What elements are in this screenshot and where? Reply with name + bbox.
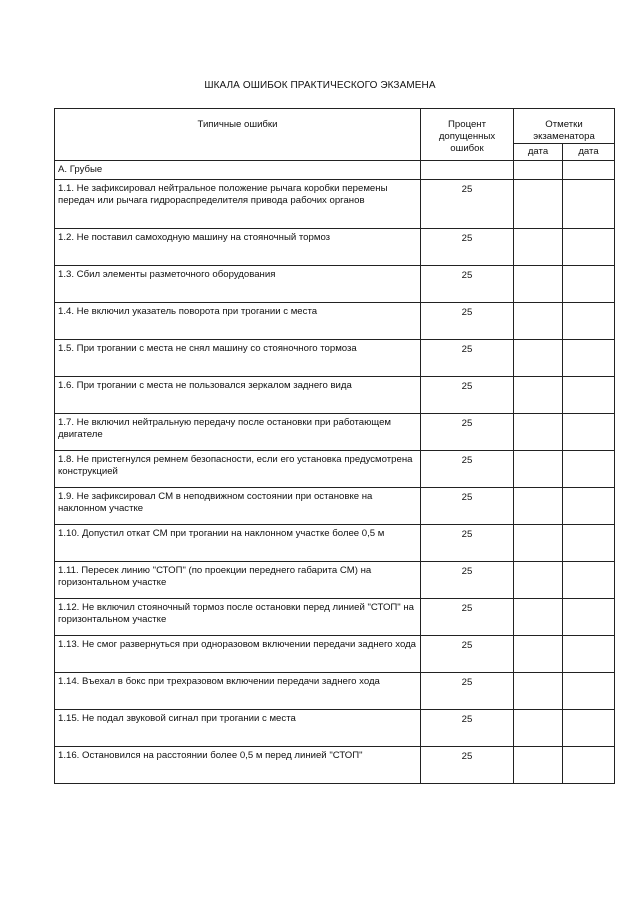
examiner-mark-cell xyxy=(563,451,615,488)
error-percent: 25 xyxy=(421,636,514,673)
error-description: 1.14. Въехал в бокс при трехразовом включении передачи заднего хода xyxy=(55,673,421,710)
error-percent: 25 xyxy=(421,599,514,636)
examiner-mark-cell xyxy=(563,377,615,414)
examiner-mark-cell xyxy=(563,562,615,599)
table-row xyxy=(55,562,615,599)
error-percent: 25 xyxy=(421,414,514,451)
table-row xyxy=(55,488,615,525)
table-row xyxy=(55,636,615,673)
error-percent: 25 xyxy=(421,451,514,488)
examiner-mark-cell xyxy=(514,636,563,673)
header-date-2: дата xyxy=(563,144,615,161)
error-description: 1.16. Остановился на расстоянии более 0,5 м перед линией "СТОП" xyxy=(55,747,421,784)
category-percent-cell xyxy=(421,161,514,180)
error-description: 1.13. Не смог развернуться при одноразовом включении передачи заднего хода xyxy=(55,636,421,673)
table-row xyxy=(55,451,615,488)
table-row xyxy=(55,340,615,377)
examiner-mark-cell xyxy=(514,266,563,303)
examiner-mark-cell xyxy=(563,266,615,303)
examiner-mark-cell xyxy=(563,180,615,229)
table-row xyxy=(55,673,615,710)
header-typical-errors: Типичные ошибки xyxy=(55,109,421,161)
error-description: 1.3. Сбил элементы разметочного оборудования xyxy=(55,266,421,303)
examiner-mark-cell xyxy=(563,229,615,266)
header-percent: Процент допущенных ошибок xyxy=(421,109,514,161)
examiner-mark-cell xyxy=(514,525,563,562)
error-description: 1.5. При трогании с места не снял машину со стояночного тормоза xyxy=(55,340,421,377)
error-percent: 25 xyxy=(421,747,514,784)
examiner-mark-cell xyxy=(514,710,563,747)
error-percent: 25 xyxy=(421,488,514,525)
error-percent: 25 xyxy=(421,266,514,303)
table-row xyxy=(55,377,615,414)
examiner-mark-cell xyxy=(563,747,615,784)
examiner-mark-cell xyxy=(514,377,563,414)
examiner-mark-cell xyxy=(514,488,563,525)
examiner-mark-cell xyxy=(563,673,615,710)
error-percent: 25 xyxy=(421,229,514,266)
examiner-mark-cell xyxy=(514,451,563,488)
error-percent: 25 xyxy=(421,673,514,710)
category-mark-cell xyxy=(563,161,615,180)
error-description: 1.2. Не поставил самоходную машину на стояночный тормоз xyxy=(55,229,421,266)
examiner-mark-cell xyxy=(514,673,563,710)
error-description: 1.4. Не включил указатель поворота при трогании с места xyxy=(55,303,421,340)
examiner-mark-cell xyxy=(563,599,615,636)
examiner-mark-cell xyxy=(563,414,615,451)
examiner-mark-cell xyxy=(563,710,615,747)
examiner-mark-cell xyxy=(514,414,563,451)
error-percent: 25 xyxy=(421,180,514,229)
table-row xyxy=(55,229,615,266)
error-description: 1.8. Не пристегнулся ремнем безопасности, если его установка предусмотрена конструкцией xyxy=(55,451,421,488)
error-percent: 25 xyxy=(421,303,514,340)
errors-table xyxy=(54,108,615,784)
table-row xyxy=(55,525,615,562)
error-description: 1.10. Допустил откат СМ при трогании на наклонном участке более 0,5 м xyxy=(55,525,421,562)
examiner-mark-cell xyxy=(514,303,563,340)
error-percent: 25 xyxy=(421,525,514,562)
error-percent: 25 xyxy=(421,562,514,599)
category-label: А. Грубые xyxy=(55,161,421,180)
error-description: 1.9. Не зафиксировал СМ в неподвижном состоянии при остановке на наклонном участке xyxy=(55,488,421,525)
examiner-mark-cell xyxy=(514,747,563,784)
header-examiner-marks: Отметки экзаменатора xyxy=(514,109,615,144)
category-mark-cell xyxy=(514,161,563,180)
header-date-1: дата xyxy=(514,144,563,161)
error-description: 1.1. Не зафиксировал нейтральное положение рычага коробки перемены передач или рычага гидрораспределителя привода рабочих органов xyxy=(55,180,421,229)
examiner-mark-cell xyxy=(514,599,563,636)
examiner-mark-cell xyxy=(563,488,615,525)
error-description: 1.7. Не включил нейтральную передачу после остановки при работающем двигателе xyxy=(55,414,421,451)
table-row xyxy=(55,266,615,303)
error-description: 1.15. Не подал звуковой сигнал при трогании с места xyxy=(55,710,421,747)
examiner-mark-cell xyxy=(514,229,563,266)
table-row xyxy=(55,710,615,747)
examiner-mark-cell xyxy=(514,562,563,599)
error-percent: 25 xyxy=(421,377,514,414)
error-percent: 25 xyxy=(421,340,514,377)
examiner-mark-cell xyxy=(514,180,563,229)
error-description: 1.6. При трогании с места не пользовался зеркалом заднего вида xyxy=(55,377,421,414)
page-title: ШКАЛА ОШИБОК ПРАКТИЧЕСКОГО ЭКЗАМЕНА xyxy=(204,80,436,91)
examiner-mark-cell xyxy=(514,340,563,377)
error-description: 1.11. Пересек линию "СТОП" (по проекции переднего габарита СМ) на горизонтальном участке xyxy=(55,562,421,599)
table-row xyxy=(55,599,615,636)
table-row xyxy=(55,747,615,784)
error-description: 1.12. Не включил стояночный тормоз после остановки перед линией "СТОП" на горизонтальном участке xyxy=(55,599,421,636)
table-row xyxy=(55,414,615,451)
examiner-mark-cell xyxy=(563,525,615,562)
error-percent: 25 xyxy=(421,710,514,747)
table-row xyxy=(55,303,615,340)
examiner-mark-cell xyxy=(563,303,615,340)
examiner-mark-cell xyxy=(563,340,615,377)
examiner-mark-cell xyxy=(563,636,615,673)
table-row xyxy=(55,180,615,229)
